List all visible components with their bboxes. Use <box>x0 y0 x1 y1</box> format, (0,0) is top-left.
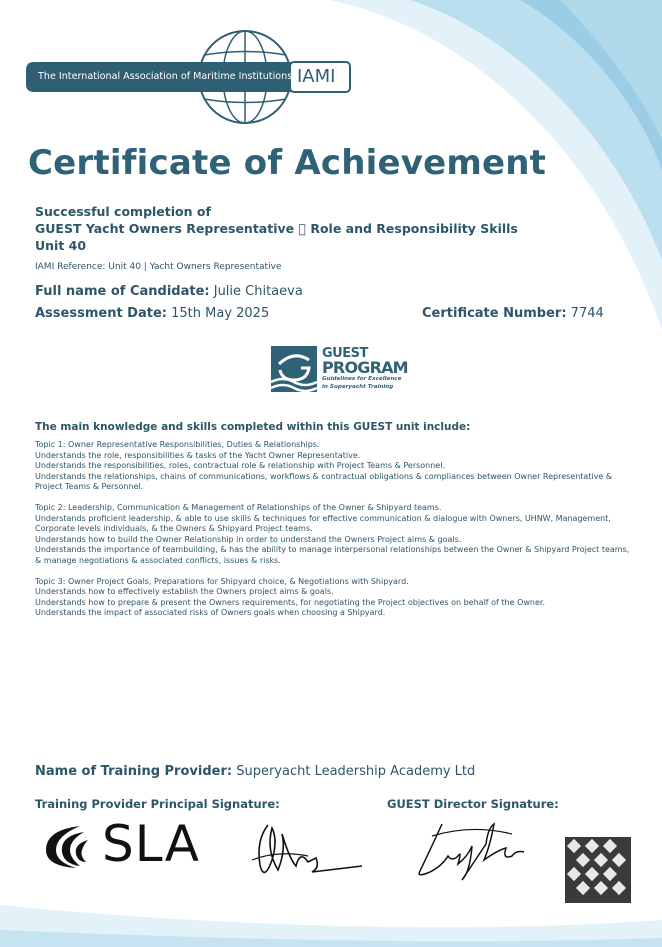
certificate-title: Certificate of Achievement <box>28 143 547 183</box>
topic-line: Understands the responsibilities, roles, contractual role & relationship with Project Teams & Personnel. <box>35 461 445 470</box>
candidate-label: Full name of Candidate: <box>35 284 210 299</box>
assessment-date-value: 15th May 2025 <box>171 306 270 321</box>
topic-line: Understands how to build the Owner Relationship in order to understand the Owners Project aims & goals. <box>35 534 462 544</box>
iami-reference: IAMI Reference: Unit 40 | Yacht Owners Representative <box>35 262 282 272</box>
training-provider-label: Name of Training Provider: <box>35 764 233 779</box>
principal-signature <box>238 820 368 890</box>
unit-number: Unit 40 <box>35 238 87 253</box>
director-signature <box>412 816 532 886</box>
guest-logo-word2: PROGRAM <box>322 358 408 377</box>
verification-seal-icon <box>565 837 631 903</box>
director-signature-label: GUEST Director Signature: <box>387 797 559 811</box>
assessment-date-label: Assessment Date: <box>35 306 167 321</box>
topics-list <box>35 440 635 629</box>
topic-line: Understands proficient leadership, & able to use skills & techniques for effective communication & dialogue with Owners, UHNW, Management, Corporate levels individuals, & the Owners & Shipyard Project teams. <box>35 513 614 533</box>
training-provider-field <box>35 764 475 779</box>
topic-line: Understands the importance of teambuilding, & has the ability to manage interpersonal relationships between the Owner & Shipyard Project teams, & manage negotiations & associated conflicts, issues & risks. <box>35 545 632 565</box>
topic-2 <box>35 503 635 566</box>
skills-heading: The main knowledge and skills completed within this GUEST unit include: <box>35 421 471 433</box>
guest-logo-tagline1: Guidelines for Excellence <box>322 376 402 382</box>
topic-3 <box>35 577 635 619</box>
certificate-number-field <box>422 306 604 321</box>
iami-abbreviation: IAMI <box>297 66 336 87</box>
topic-1 <box>35 440 635 493</box>
iami-organization-name: The International Association of Maritime Institutions <box>38 71 293 82</box>
assessment-date-field <box>35 306 269 321</box>
principal-signature-label: Training Provider Principal Signature: <box>35 797 280 811</box>
guest-logo-word1: GUEST <box>322 346 368 361</box>
sla-logo-text: SLA <box>102 815 200 873</box>
topic-line: Understands how to effectively establish the Owners project aims & goals. <box>35 587 334 596</box>
completion-line: Successful completion of <box>35 204 211 219</box>
topic-line: Topic 1: Owner Representative Responsibilities, Duties & Relationships. <box>35 440 320 449</box>
topic-line: Topic 2: Leadership, Communication & Management of Relationships of the Owner & Shipyard teams. <box>35 503 442 512</box>
unit-name: GUEST Yacht Owners Representative   Role and Responsibility Skills <box>35 221 518 236</box>
candidate-field <box>35 284 303 299</box>
guest-logo-tagline2: in Superyacht Training <box>322 384 394 390</box>
certificate-number-label: Certificate Number: <box>422 306 567 321</box>
topic-line: Topic 3: Owner Project Goals, Preparations for Shipyard choice, & Negotiations with Shipyard. <box>35 576 409 586</box>
topic-line: Understands the relationships, chains of communications, workflows & contractual obligations & compliances between Owner Representative & Project Teams & Personnel. <box>35 471 615 491</box>
sla-swoosh-icon <box>40 822 100 872</box>
certificate-number-value: 7744 <box>570 306 604 321</box>
guest-wave-icon <box>271 346 317 392</box>
topic-line: Understands the role, responsibilities & tasks of the Yacht Owner Representative. <box>35 450 361 460</box>
topic-line: Understands the impact of associated risks of Owners goals when choosing a Shipyard. <box>35 608 386 617</box>
candidate-value: Julie Chitaeva <box>213 284 303 299</box>
training-provider-value: Superyacht Leadership Academy Ltd <box>236 764 476 779</box>
topic-line: Understands how to prepare & present the Owners requirements, for negotiating the Project objectives on behalf of the Owner. <box>35 597 545 607</box>
